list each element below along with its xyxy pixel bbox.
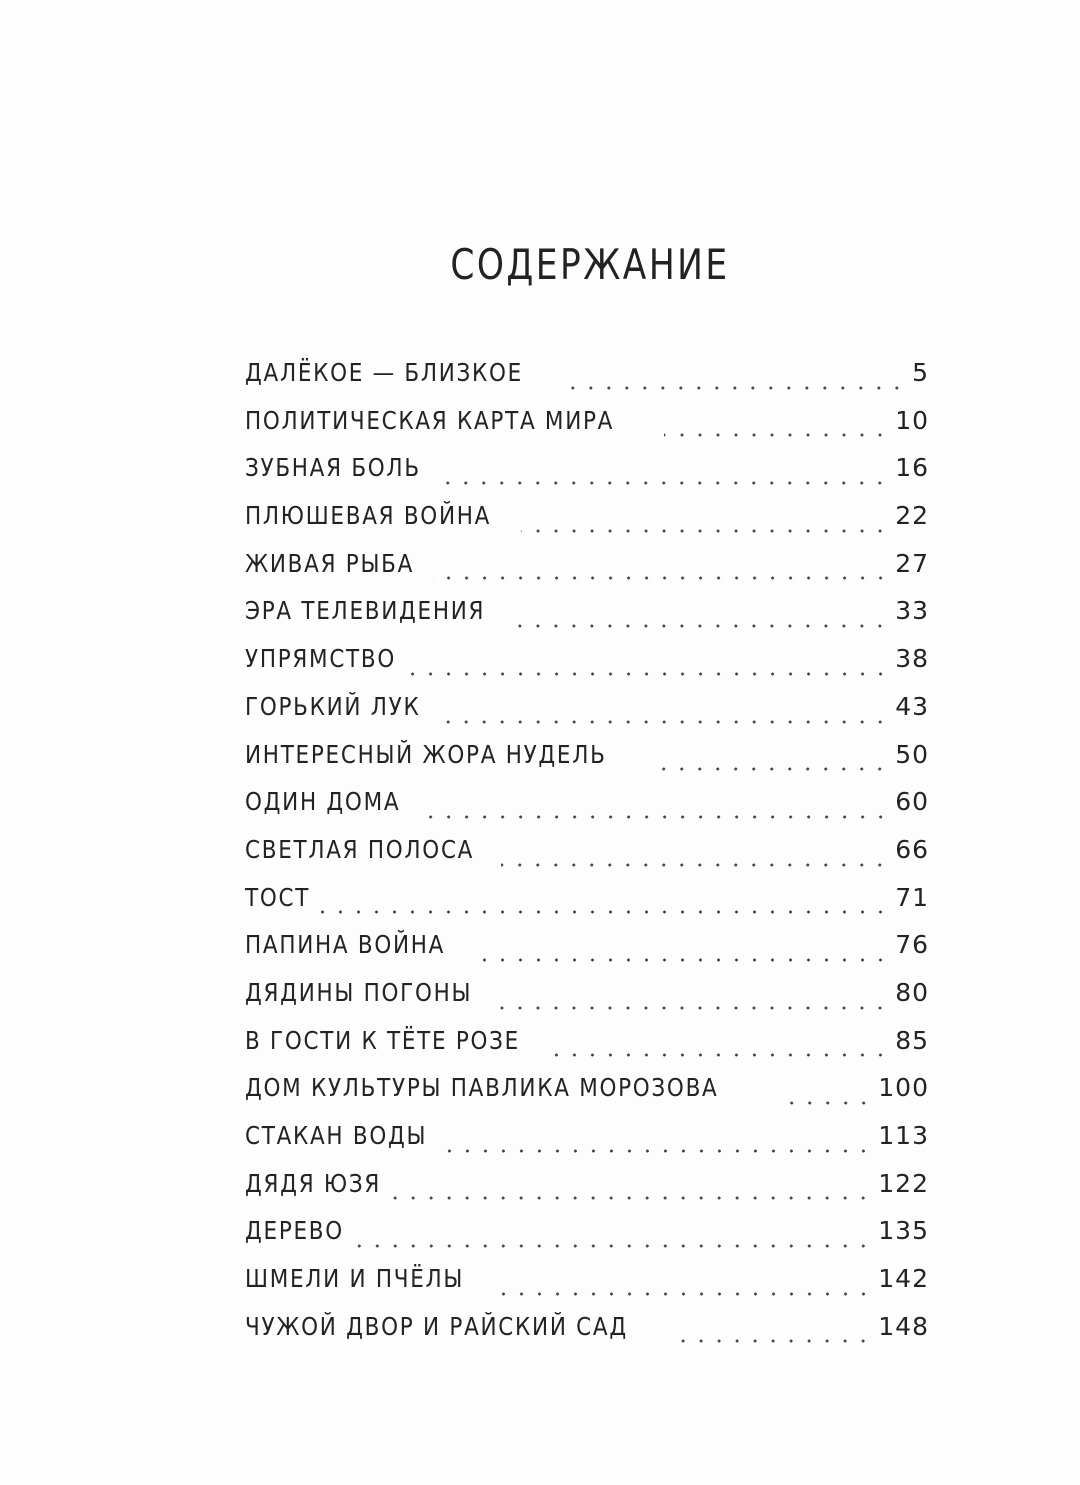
toc-leader-dots [786, 1101, 873, 1105]
toc-entry [245, 549, 929, 597]
toc-entry-title: ПОЛИТИЧЕСКАЯ КАРТА МИРА [245, 405, 615, 435]
toc-leader-dots [655, 767, 889, 771]
toc-entry-title: ЗУБНАЯ БОЛЬ [245, 453, 421, 483]
toc-entry-title: УПРЯМСТВО [245, 644, 397, 674]
toc-entry-page: 76 [895, 930, 929, 960]
toc-leader-dots [439, 720, 889, 724]
toc-entry-title: ПАПИНА ВОЙНА [245, 930, 446, 960]
toc-leader-dots [490, 1292, 872, 1296]
toc-entry-page: 22 [895, 501, 929, 531]
toc-entry [245, 453, 929, 501]
toc-entry-title: ДАЛЁКОЕ — БЛИЗКОЕ [245, 358, 523, 387]
toc-entry-page: 10 [895, 405, 929, 435]
toc-entry-title: ОДИН ДОМА [245, 787, 401, 817]
toc-entry-page: 43 [895, 691, 929, 721]
toc-entry-title: ДОМ КУЛЬТУРЫ ПАВЛИКА МОРОЗОВА [245, 1073, 719, 1103]
toc-entry-page: 113 [878, 1121, 929, 1150]
toc-entry-page: 85 [895, 1025, 929, 1055]
toc-leader-dots [521, 529, 889, 533]
toc-entry [245, 1169, 929, 1217]
toc-entry [245, 644, 929, 692]
toc-entry [245, 978, 929, 1026]
toc-entry-page: 27 [895, 548, 929, 578]
toc-entry [245, 1312, 929, 1360]
toc-entry-page: 71 [895, 882, 929, 912]
toc-entry [245, 1121, 929, 1169]
toc-leader-dots [680, 1339, 872, 1343]
toc-entry-page: 66 [895, 834, 929, 864]
toc-leader-dots [350, 1244, 872, 1248]
toc-leader-dots [439, 481, 889, 485]
toc-entry-title: ДЕРЕВО [245, 1216, 344, 1246]
toc-entry-title: ЭРА ТЕЛЕВИДЕНИЯ [245, 596, 486, 626]
toc-entry-page: 80 [895, 977, 929, 1007]
toc-entry [245, 1216, 929, 1264]
toc-leader-dots [555, 1053, 889, 1057]
toc-entry [245, 1073, 929, 1121]
toc-entry-title: ПЛЮШЕВАЯ ВОЙНА [245, 501, 492, 531]
table-of-contents [245, 358, 929, 1359]
toc-entry [245, 1264, 929, 1312]
toc-entry [245, 596, 929, 644]
toc-entry-title: СТАКАН ВОДЫ [245, 1121, 428, 1150]
toc-leader-dots [499, 1006, 889, 1010]
toc-entry-page: 38 [895, 644, 929, 674]
toc-leader-dots [432, 576, 890, 580]
toc-entry [245, 883, 929, 931]
toc-entry-page: 5 [912, 358, 929, 387]
toc-entry-page: 60 [895, 787, 929, 817]
toc-entry-page: 122 [878, 1168, 929, 1198]
toc-entry-title: СВЕТЛАЯ ПОЛОСА [245, 834, 475, 864]
toc-entry [245, 835, 929, 883]
toc-entry-title: ШМЕЛИ И ПЧЁЛЫ [245, 1264, 465, 1294]
toc-entry-page: 50 [895, 739, 929, 769]
page-title: СОДЕРЖАНИЕ [450, 240, 730, 289]
toc-entry-page: 148 [878, 1311, 929, 1341]
toc-leader-dots [447, 1149, 872, 1153]
toc-leader-dots [468, 958, 890, 962]
toc-entry [245, 501, 929, 549]
toc-entry [245, 358, 929, 406]
toc-entry [245, 1026, 929, 1074]
toc-entry-title: ТОСТ [245, 882, 311, 912]
toc-entry-title: ДЯДЯ ЮЗЯ [245, 1168, 382, 1198]
toc-entry-title: ДЯДИНЫ ПОГОНЫ [245, 977, 473, 1007]
toc-leader-dots [416, 815, 890, 819]
toc-entry-page: 142 [878, 1264, 929, 1294]
toc-entry [245, 930, 929, 978]
toc-leader-dots [393, 1196, 872, 1200]
toc-entry-title: ЧУЖОЙ ДВОР И РАЙСКИЙ САД [245, 1311, 628, 1341]
toc-entry [245, 787, 929, 835]
toc-entry-title: ИНТЕРЕСНЫЙ ЖОРА НУДЕЛЬ [245, 739, 607, 769]
toc-leader-dots [514, 624, 889, 628]
toc-entry-page: 33 [895, 596, 929, 626]
toc-leader-dots [501, 863, 889, 867]
toc-entry-title: ГОРЬКИЙ ЛУК [245, 691, 421, 721]
toc-entry-page: 135 [878, 1216, 929, 1246]
toc-leader-dots [411, 672, 890, 676]
toc-leader-dots [558, 386, 906, 390]
toc-leader-dots [311, 910, 890, 914]
toc-entry-page: 100 [878, 1073, 929, 1103]
toc-leader-dots [664, 433, 889, 437]
toc-entry-title: В ГОСТИ К ТЁТЕ РОЗЕ [245, 1025, 520, 1055]
toc-entry [245, 740, 929, 788]
toc-entry [245, 406, 929, 454]
toc-entry-page: 16 [895, 453, 929, 483]
toc-entry [245, 692, 929, 740]
toc-entry-title: ЖИВАЯ РЫБА [245, 548, 415, 578]
